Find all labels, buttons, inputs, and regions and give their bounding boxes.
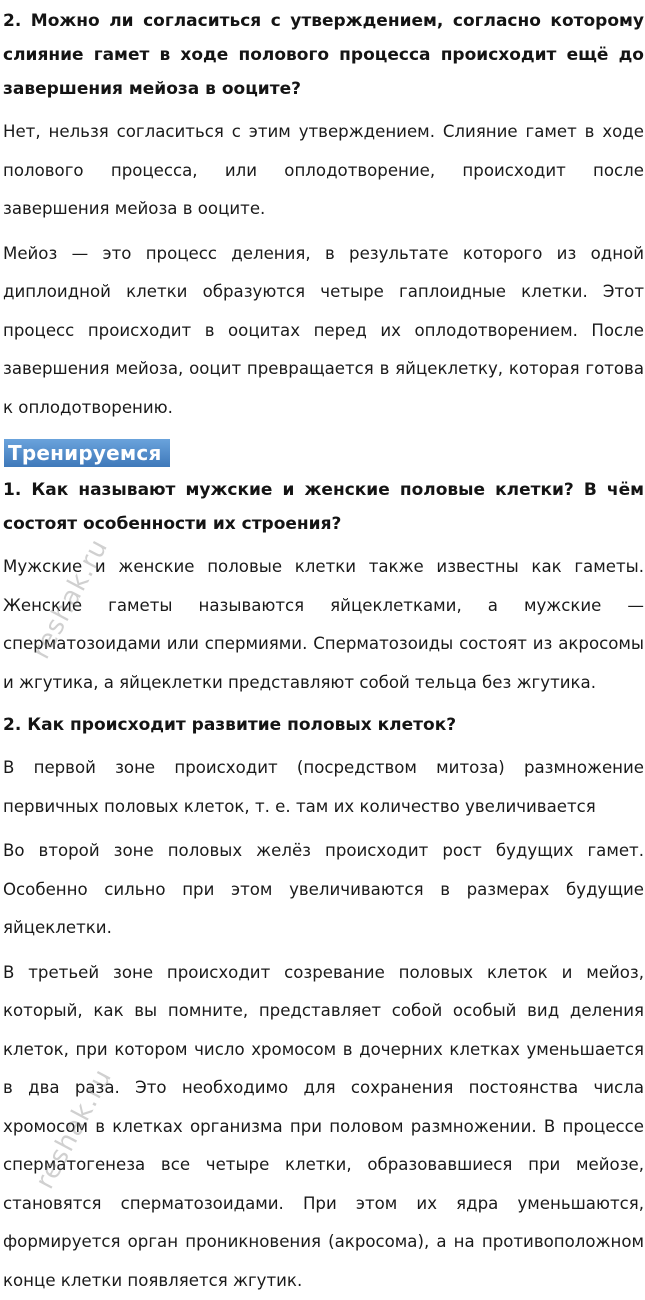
watermark: reshak.ru [26,534,114,664]
question-germ-cells: 1. Как называют мужские и женские половые клетки? В чём состоят особенности их строения? [3,473,644,541]
answer-paragraph: Мужские и женские половые клетки также известны как гаметы. Женские гаметы называются яйцеклетками, а мужские — сперматозоидами или спермиями. Сперматозоиды состоят из акросомы и жгутика, а яйцеклетки представляют собой тельца без жгутика. [3,548,644,702]
answer-paragraph: Во второй зоне половых желёз происходит рост будущих гамет. Особенно сильно при этом увеличиваются в размерах будущие яйцеклетки. [3,832,644,948]
question-germ-cell-development: 2. Как происходит развитие половых клеток? [3,708,644,742]
question-meiosis-fusion: 2. Можно ли согласиться с утверждением, согласно которому слияние гамет в ходе полового процесса происходит ещё до завершения мейоза в ооците? [3,4,644,106]
answer-paragraph: В первой зоне происходит (посредством митоза) размножение первичных половых клеток, т. е. там их количество увеличивается [3,749,644,826]
answer-paragraph: Мейоз — это процесс деления, в результате которого из одной диплоидной клетки образуются четыре гаплоидные клетки. Этот процесс происходит в ооцитах перед их оплодотворением. После завершения мейоза, ооцит превращается в яйцеклетку, которая готова к оплодотворению. [3,235,644,428]
watermark: reshak.ru [30,1064,118,1194]
answer-paragraph: В третьей зоне происходит созревание половых клеток и мейоз, который, как вы помните, представляет собой особый вид деления клеток, при котором число хромосом в дочерних клетках уменьшается в два раза. Это необходимо для сохранения постоянства числа хромосом в клетках организма при половом размножении. В процессе сперматогенеза все четыре клетки, образовавшиеся при мейозе, становятся сперматозоидами. При этом их ядра уменьшаются, формируется орган проникновения (акросома), а на противоположном конце клетки появляется жгутик. [3,954,644,1300]
section-heading-trenirуemsya: Тренируемся [4,439,170,467]
answer-paragraph: Нет, нельзя согласиться с этим утверждением. Слияние гамет в ходе полового процесса, или оплодотворение, происходит после завершения мейоза в ооците. [3,113,644,229]
